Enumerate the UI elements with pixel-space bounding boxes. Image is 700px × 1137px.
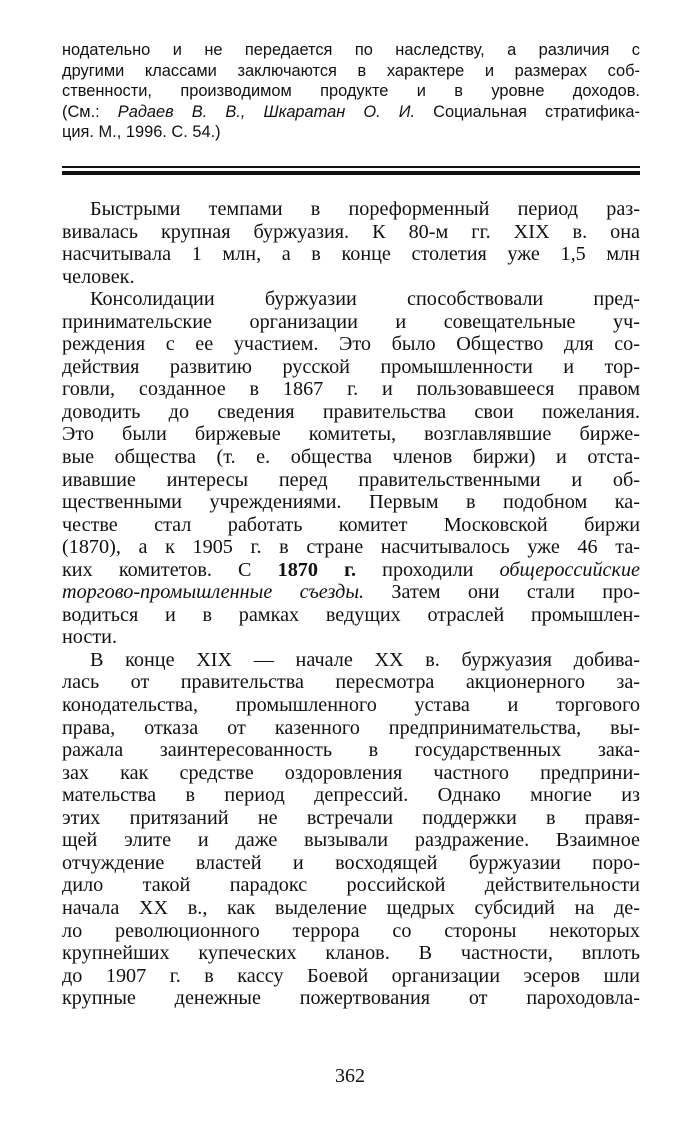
paragraph-1-line: вивалась крупная буржуазия. К 80-м гг. XIX в. она xyxy=(62,220,640,243)
paragraph-2-line: доводить до сведения правительства свои пожелания. xyxy=(62,400,640,423)
paragraph-2-line: действия развитию русской промышленности и тор- xyxy=(62,355,640,378)
footnote-line: другими классами заключаются в характере и размерах соб- xyxy=(62,61,640,80)
paragraph-3-line: ло революционного террора со стороны некоторых xyxy=(62,919,640,942)
paragraph-2-line-rich xyxy=(62,581,640,604)
paragraph-2-line: вые общества (т. е. общества членов биржи) и отста- xyxy=(62,446,640,469)
paragraph-2-line-rich xyxy=(62,559,640,582)
page-number: 362 xyxy=(335,1065,365,1087)
citation-authors: Радаев В. В., Шкаратан О. И. xyxy=(117,102,416,121)
text-run: проходили xyxy=(356,558,500,581)
paragraph-2-line: говли, созданное в 1867 г. и пользовавшееся правом xyxy=(62,378,640,401)
paragraph-1-line: насчитывала 1 млн, а в конце столетия уже 1,5 млн xyxy=(62,243,640,266)
paragraph-3-line: начала XX в., как выделение щедрых субсидий на де- xyxy=(62,896,640,919)
footnote-line: ция. М., 1996. С. 54.) xyxy=(62,123,221,142)
text-run: Затем они стали про- xyxy=(364,581,640,604)
footnote-line-citation xyxy=(62,102,640,123)
paragraph-3-line: этих притязаний не встречали поддержки в правя- xyxy=(62,806,640,829)
paragraph-3-line: крупнейших купеческих кланов. В частности, вплоть xyxy=(62,942,640,965)
italic-term: торгово-промышленные съезды. xyxy=(62,581,365,604)
paragraph-3-line: до 1907 г. в кассу Боевой организации эсеров шли xyxy=(62,964,640,987)
paragraph-3-line: зах как средстве оздоровления частного предприни- xyxy=(62,761,640,784)
paragraph-2-line: (1870), а к 1905 г. в стране насчитывалось уже 46 та- xyxy=(62,536,640,559)
paragraph-1-line: человек. xyxy=(62,265,135,288)
paragraph-2-line: реждения с ее участием. Это было Общество для со- xyxy=(62,333,640,356)
main-text xyxy=(62,198,640,1010)
citation-prefix: (См.: xyxy=(62,102,118,121)
paragraph-3-line: права, отказа от казенного предпринимательства, вы- xyxy=(62,716,640,739)
paragraph-3-line: ражала заинтересованность в государственных зака- xyxy=(62,739,640,762)
paragraph-3-line: отчуждение властей и восходящей буржуазии поро- xyxy=(62,851,640,874)
paragraph-2-line: честве стал работать комитет Московской биржи xyxy=(62,513,640,536)
footnote-line: нодательно и не передается по наследству, а различия с xyxy=(62,41,640,59)
paragraph-2-line: Это были биржевые комитеты, возглавлявшие бирже- xyxy=(62,423,640,446)
paragraph-1-line: Быстрыми темпами в пореформенный период раз- xyxy=(90,198,640,220)
citation-title: Социальная стратифика- xyxy=(415,102,640,121)
paragraph-3-line: мательства в период депрессий. Однако многие из xyxy=(62,784,640,807)
bold-year: 1870 г. xyxy=(277,558,357,581)
italic-term: общероссийские xyxy=(499,558,640,581)
paragraph-3-line: дило такой парадокс российской действительности xyxy=(62,874,640,897)
paragraph-3-line: щей элите и даже вызывали раздражение. Взаимное xyxy=(62,829,640,852)
footnote-divider-thick xyxy=(62,171,640,175)
paragraph-3-line: крупные денежные пожертвования от пароходовла- xyxy=(62,987,640,1010)
paragraph-2-line: принимательские организации и совещательные уч- xyxy=(62,310,640,333)
paragraph-2-line: Консолидации буржуазии способствовали пред- xyxy=(90,288,640,311)
footnote-continuation xyxy=(62,40,640,143)
paragraph-3-line: конодательства, промышленного устава и торгового xyxy=(62,694,640,717)
paragraph-2-line: ности. xyxy=(62,626,118,649)
paragraph-2-line: щественными учреждениями. Первым в подобном ка- xyxy=(62,491,640,514)
text-run: ких комитетов. С xyxy=(62,558,278,581)
footnote-divider-thin xyxy=(62,166,640,168)
footnote-line: ственности, производимом продукте и в уровне доходов. xyxy=(62,82,640,101)
paragraph-2-line: ивавшие интересы перед правительственными и об- xyxy=(62,468,640,491)
paragraph-3-line: лась от правительства пересмотра акционерного за- xyxy=(62,671,640,694)
paragraph-2-line: водиться и в рамках ведущих отраслей промышлен- xyxy=(62,603,640,626)
paragraph-3-line: В конце XIX — начале XX в. буржуазия добива- xyxy=(90,648,640,671)
